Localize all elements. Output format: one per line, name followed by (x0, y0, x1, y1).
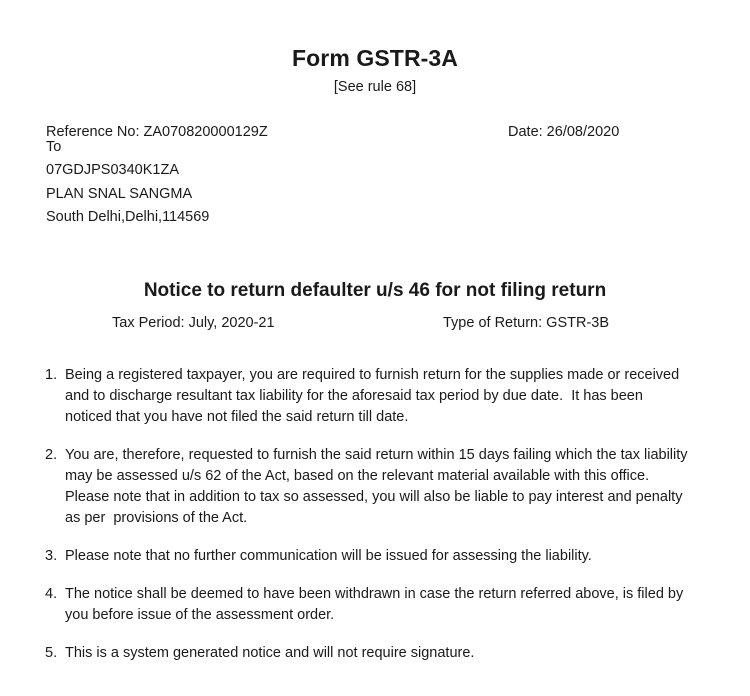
document-meta-row (0, 96, 750, 141)
clause-list (45, 365, 693, 664)
clause-text: You are, therefore, requested to furnish the said return within 15 days failing which the tax liability may be assessed u/s 62 of the Act, based on the relevant material available with this office. Please note that in addition to tax so assessed, you will also be liable to pay interest and penalty as per provisions of the Act. (65, 447, 692, 527)
addressee-block (46, 136, 209, 230)
clause-number: 5. (45, 645, 58, 662)
clause-number: 2. (45, 447, 58, 464)
addressee-address: South Delhi,Delhi,114569 (46, 209, 210, 226)
clause-text: The notice shall be deemed to have been withdrawn in case the return referred above, is filed by you before issue of the assessment order. (65, 586, 688, 624)
clause-item (45, 546, 693, 567)
addressee-to-label: To (46, 139, 62, 155)
clause-text: Please note that no further communication will be issued for assessing the liability. (65, 548, 592, 565)
period-row (0, 313, 750, 335)
document-subtitle-rule-reference: [See rule 68] (333, 79, 417, 96)
type-of-return: Type of Return: GSTR-3B (443, 315, 610, 331)
clause-item (45, 643, 693, 664)
clause-item (45, 365, 693, 428)
document-title: Form GSTR-3A (291, 45, 459, 71)
addressee-gstin: 07GDJPS0340K1ZA (46, 162, 179, 179)
notice-heading: Notice to return defaulter u/s 46 for not filing return (143, 280, 607, 301)
clause-number: 1. (45, 367, 58, 383)
clause-text: This is a system generated notice and will not require signature. (65, 645, 475, 662)
addressee-name: PLAN SNAL SANGMA (46, 185, 193, 202)
clause-item (45, 445, 693, 529)
reference-number: Reference No: ZA070820000129Z (46, 124, 268, 141)
clause-item (45, 584, 693, 626)
clause-number: 4. (45, 586, 58, 603)
tax-period: Tax Period: July, 2020-21 (112, 315, 275, 331)
clause-number: 3. (45, 548, 58, 565)
notice-date: Date: 26/08/2020 (508, 124, 620, 141)
clause-text: Being a registered taxpayer, you are required to furnish return for the supplies made or received and to discharge resultant tax liability for the aforesaid tax period by due date. It has been noticed that you have not filed the said return till date. (65, 367, 684, 426)
